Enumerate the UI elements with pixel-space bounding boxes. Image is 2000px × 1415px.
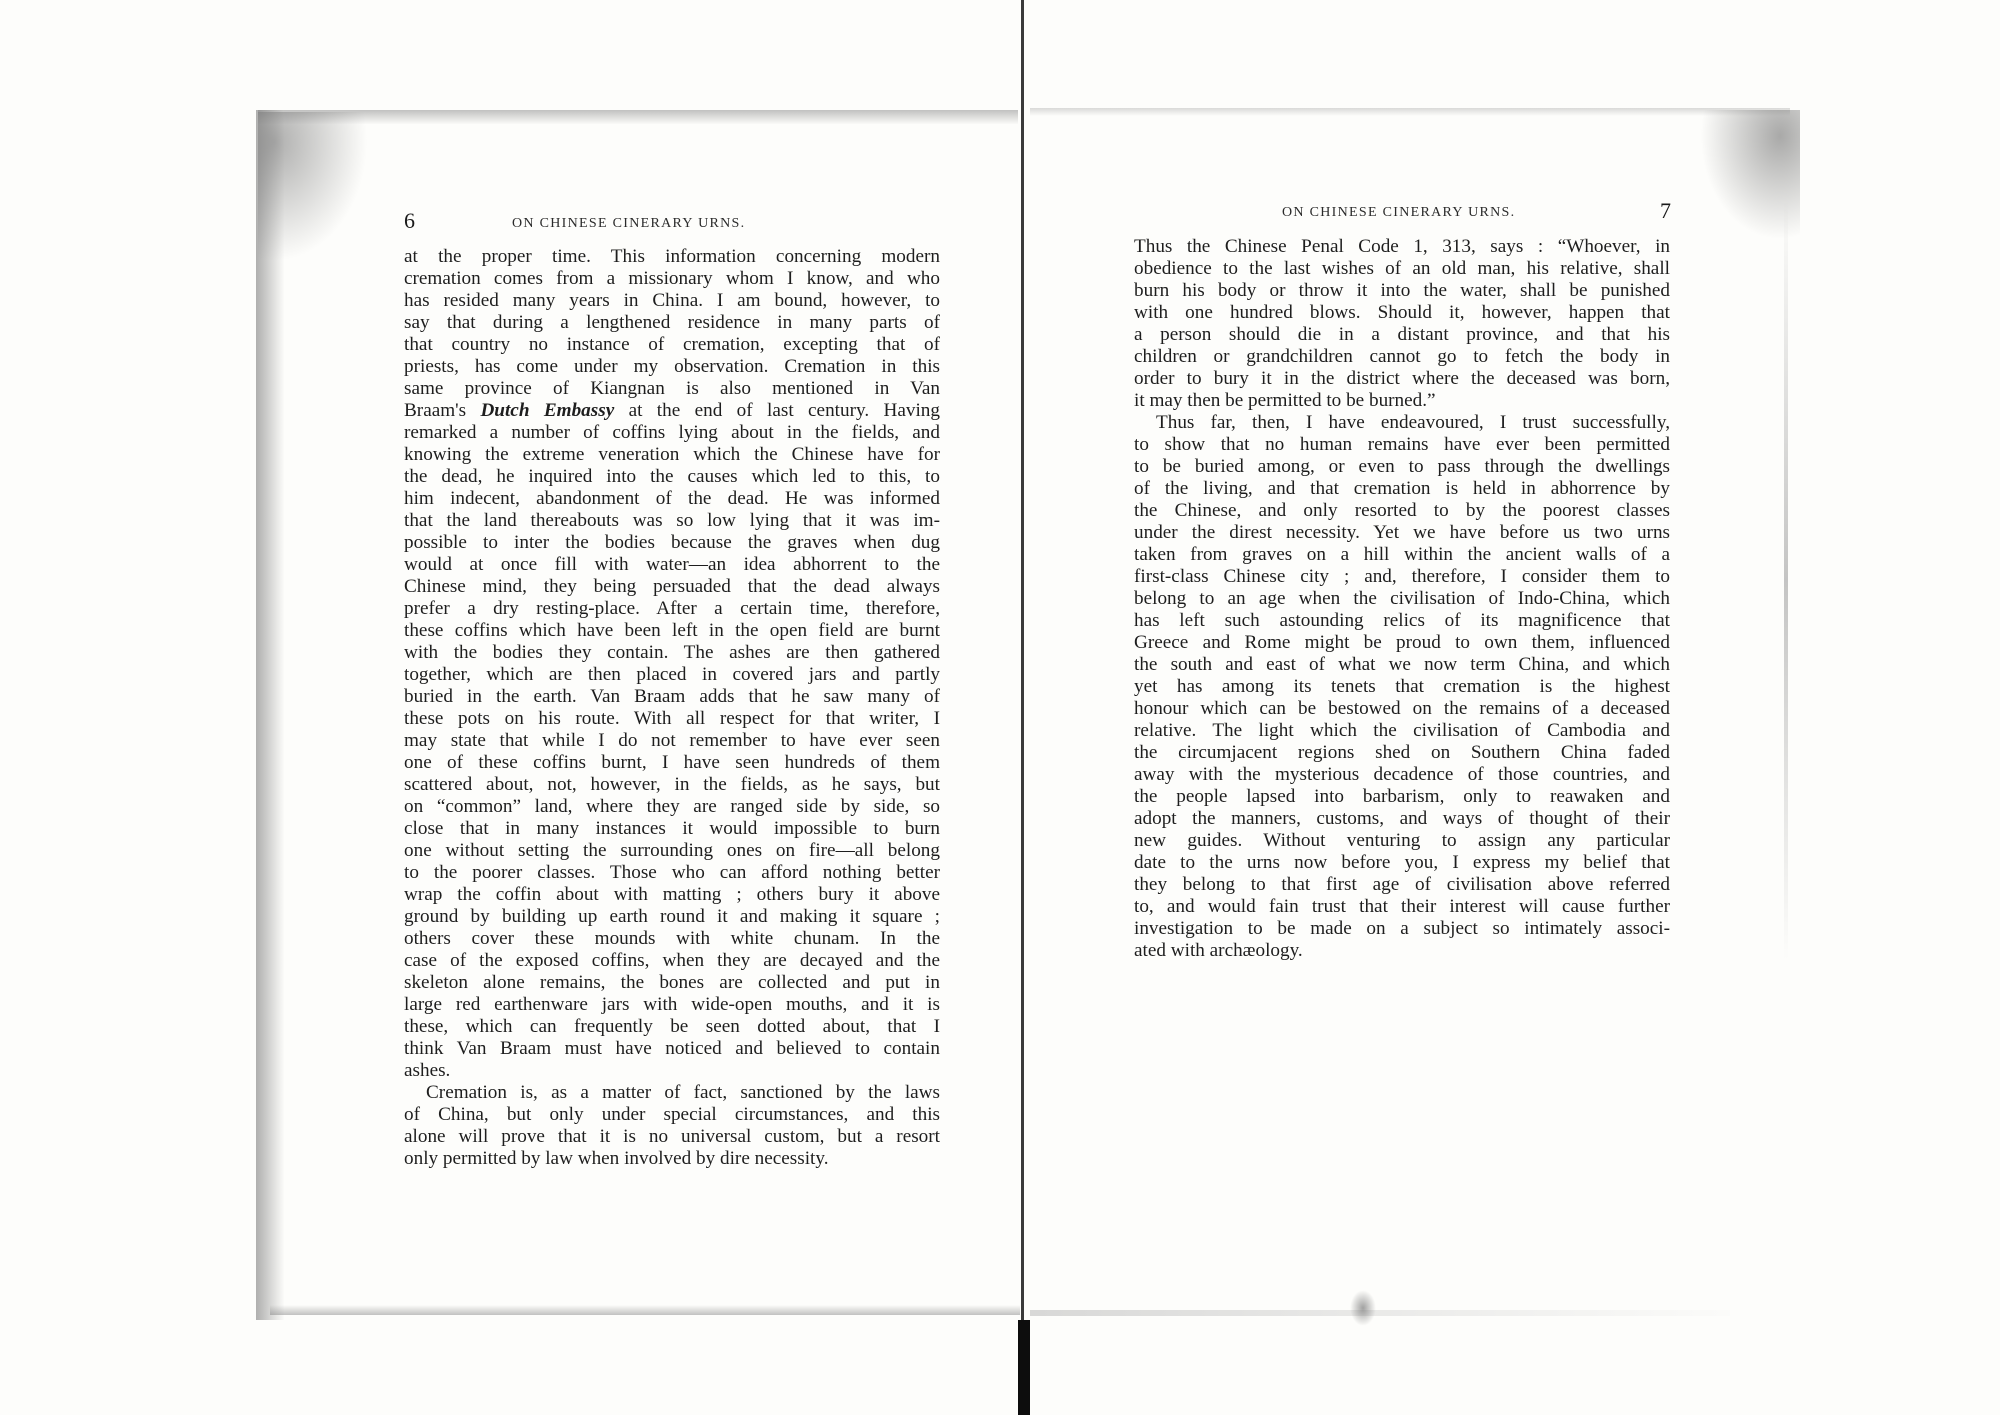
text-line: say that during a lengthened residence in many parts of: [404, 312, 940, 333]
page-edge-shadow: [1030, 1310, 1730, 1316]
text-line: one of these coffins burnt, I have seen hundreds of them: [404, 752, 940, 773]
text-line: others cover these mounds with white chunam. In the: [404, 928, 940, 949]
text-line: honour which can be bestowed on the remains of a deceased: [1134, 698, 1670, 719]
text-line: children or grandchildren cannot go to fetch the body in: [1134, 346, 1670, 367]
text-line: Cremation is, as a matter of fact, sanctioned by the laws: [426, 1082, 940, 1103]
text-line: away with the mysterious decadence of those countries, and: [1134, 764, 1670, 785]
right-running-head: ON CHINESE CINERARY URNS.: [1282, 205, 1516, 220]
page-edge-shadow: [256, 110, 284, 1320]
page-edge-shadow: [270, 1305, 1020, 1315]
text-line: ated with archæology.: [1134, 940, 1303, 961]
text-line: that country no instance of cremation, excepting that of: [404, 334, 940, 355]
text-line: Thus the Chinese Penal Code 1, 313, says : “Whoever, in: [1134, 236, 1670, 257]
text-line: Chinese mind, they being persuaded that the dead always: [404, 576, 940, 597]
text-line: first-class Chinese city ; and, therefore, I consider them to: [1134, 566, 1670, 587]
text-line: they belong to that first age of civilisation above referred: [1134, 874, 1670, 895]
text-line: ashes.: [404, 1060, 451, 1081]
right-page-number: 7: [1660, 198, 1671, 223]
text-line: only permitted by law when involved by dire necessity.: [404, 1148, 829, 1169]
text-line: the south and east of what we now term China, and which: [1134, 654, 1670, 675]
text-line: think Van Braam must have noticed and believed to contain: [404, 1038, 940, 1059]
text-line: the people lapsed into barbarism, only to reawaken and: [1134, 786, 1670, 807]
text-line: to show that no human remains have ever been permitted: [1134, 434, 1670, 455]
text-line: with the bodies they contain. The ashes are then gathered: [404, 642, 940, 663]
text-line: has resided many years in China. I am bound, however, to: [404, 290, 940, 311]
text-line: these coffins which have been left in the open field are burnt: [404, 620, 940, 641]
text-line: obedience to the last wishes of an old man, his relative, shall: [1134, 258, 1670, 279]
text-line: these pots on his route. With all respect for that writer, I: [404, 708, 940, 729]
text-line: to the poorer classes. Those who can afford nothing better: [404, 862, 940, 883]
text-line: ground by building up earth round it and making it square ;: [404, 906, 940, 927]
page-stain: [1350, 1290, 1376, 1326]
text-line: burn his body or throw it into the water, shall be punished: [1134, 280, 1670, 301]
text-line: close that in many instances it would impossible to burn: [404, 818, 940, 839]
text-line: on “common” land, where they are ranged side by side, so: [404, 796, 940, 817]
text-line: buried in the earth. Van Braam adds that he saw many of: [404, 686, 940, 707]
text-line: order to bury it in the district where the deceased was born,: [1134, 368, 1670, 389]
text-line: remarked a number of coffins lying about in the fields, and: [404, 422, 940, 443]
book-spine-shadow: [1018, 1320, 1030, 1415]
text-line: investigation to be made on a subject so intimately associ-: [1134, 918, 1670, 939]
text-run: Braam's: [404, 400, 481, 421]
text-line: would at once fill with water—an idea abhorrent to the: [404, 554, 940, 575]
text-line: together, which are then placed in covered jars and partly: [404, 664, 940, 685]
text-line: wrap the coffin about with matting ; others bury it above: [404, 884, 940, 905]
text-line: cremation comes from a missionary whom I know, and who: [404, 268, 940, 289]
text-line: alone will prove that it is no universal custom, but a resort: [404, 1126, 940, 1147]
text-line: yet has among its tenets that cremation is the highest: [1134, 676, 1670, 697]
text-line: belong to an age when the civilisation of Indo-China, which: [1134, 588, 1670, 609]
text-run: at the end of last century. Having: [614, 400, 940, 421]
text-line: adopt the manners, customs, and ways of thought of their: [1134, 808, 1670, 829]
text-line: skeleton alone remains, the bones are collected and put in: [404, 972, 940, 993]
right-page-body: [1134, 236, 1670, 962]
text-line: to be buried among, or even to pass through the dwellings: [1134, 456, 1670, 477]
text-line: that the land thereabouts was so low lying that it was im-: [404, 510, 940, 531]
text-line: case of the exposed coffins, when they are decayed and the: [404, 950, 940, 971]
text-line: possible to inter the bodies because the graves when dug: [404, 532, 940, 553]
text-line: the Chinese, and only resorted to by the poorest classes: [1134, 500, 1670, 521]
text-line: may state that while I do not remember to have ever seen: [404, 730, 940, 751]
text-line: with one hundred blows. Should it, however, happen that: [1134, 302, 1670, 323]
text-line: a person should die in a distant province, and that his: [1134, 324, 1670, 345]
page-edge-shadow: [258, 110, 1018, 124]
text-line: of China, but only under special circumstances, and this: [404, 1104, 940, 1125]
page-stain: [258, 112, 368, 262]
text-line: scattered about, not, however, in the fields, as he says, but: [404, 774, 940, 795]
text-line: under the direst necessity. Yet we have before us two urns: [1134, 522, 1670, 543]
italic-title: Dutch Embassy: [480, 400, 615, 421]
left-page-body: [404, 246, 940, 1170]
text-line: [404, 400, 940, 422]
page-edge-shadow: [1784, 200, 1788, 960]
text-line: priests, has come under my observation. Cremation in this: [404, 356, 940, 377]
text-line: him indecent, abandonment of the dead. He was informed: [404, 488, 940, 509]
text-line: same province of Kiangnan is also mentioned in Van: [404, 378, 940, 399]
text-line: large red earthenware jars with wide-open mouths, and it is: [404, 994, 940, 1015]
text-line: the dead, he inquired into the causes which led to this, to: [404, 466, 940, 487]
text-line: Greece and Rome might be proud to own them, influenced: [1134, 632, 1670, 653]
text-line: taken from graves on a hill within the ancient walls of a: [1134, 544, 1670, 565]
text-line: the circumjacent regions shed on Southern China faded: [1134, 742, 1670, 763]
text-line: date to the urns now before you, I express my belief that: [1134, 852, 1670, 873]
text-line: new guides. Without venturing to assign any particular: [1134, 830, 1670, 851]
text-line: it may then be permitted to be burned.”: [1134, 390, 1436, 411]
text-line: prefer a dry resting-place. After a certain time, therefore,: [404, 598, 940, 619]
page-edge-shadow: [1030, 108, 1790, 116]
text-line: one without setting the surrounding ones on fire—all belong: [404, 840, 940, 861]
book-spine: [1021, 0, 1024, 1415]
text-line: has left such astounding relics of its magnificence that: [1134, 610, 1670, 631]
text-line: at the proper time. This information concerning modern: [404, 246, 940, 267]
text-line: knowing the extreme veneration which the Chinese have for: [404, 444, 940, 465]
text-line: relative. The light which the civilisation of Cambodia and: [1134, 720, 1670, 741]
text-line: to, and would fain trust that their interest will cause further: [1134, 896, 1670, 917]
text-line: Thus far, then, I have endeavoured, I trust successfully,: [1156, 412, 1670, 433]
left-page-number: 6: [404, 208, 415, 233]
left-running-head: ON CHINESE CINERARY URNS.: [512, 216, 746, 231]
text-line: these, which can frequently be seen dotted about, that I: [404, 1016, 940, 1037]
text-line: of the living, and that cremation is held in abhorrence by: [1134, 478, 1670, 499]
